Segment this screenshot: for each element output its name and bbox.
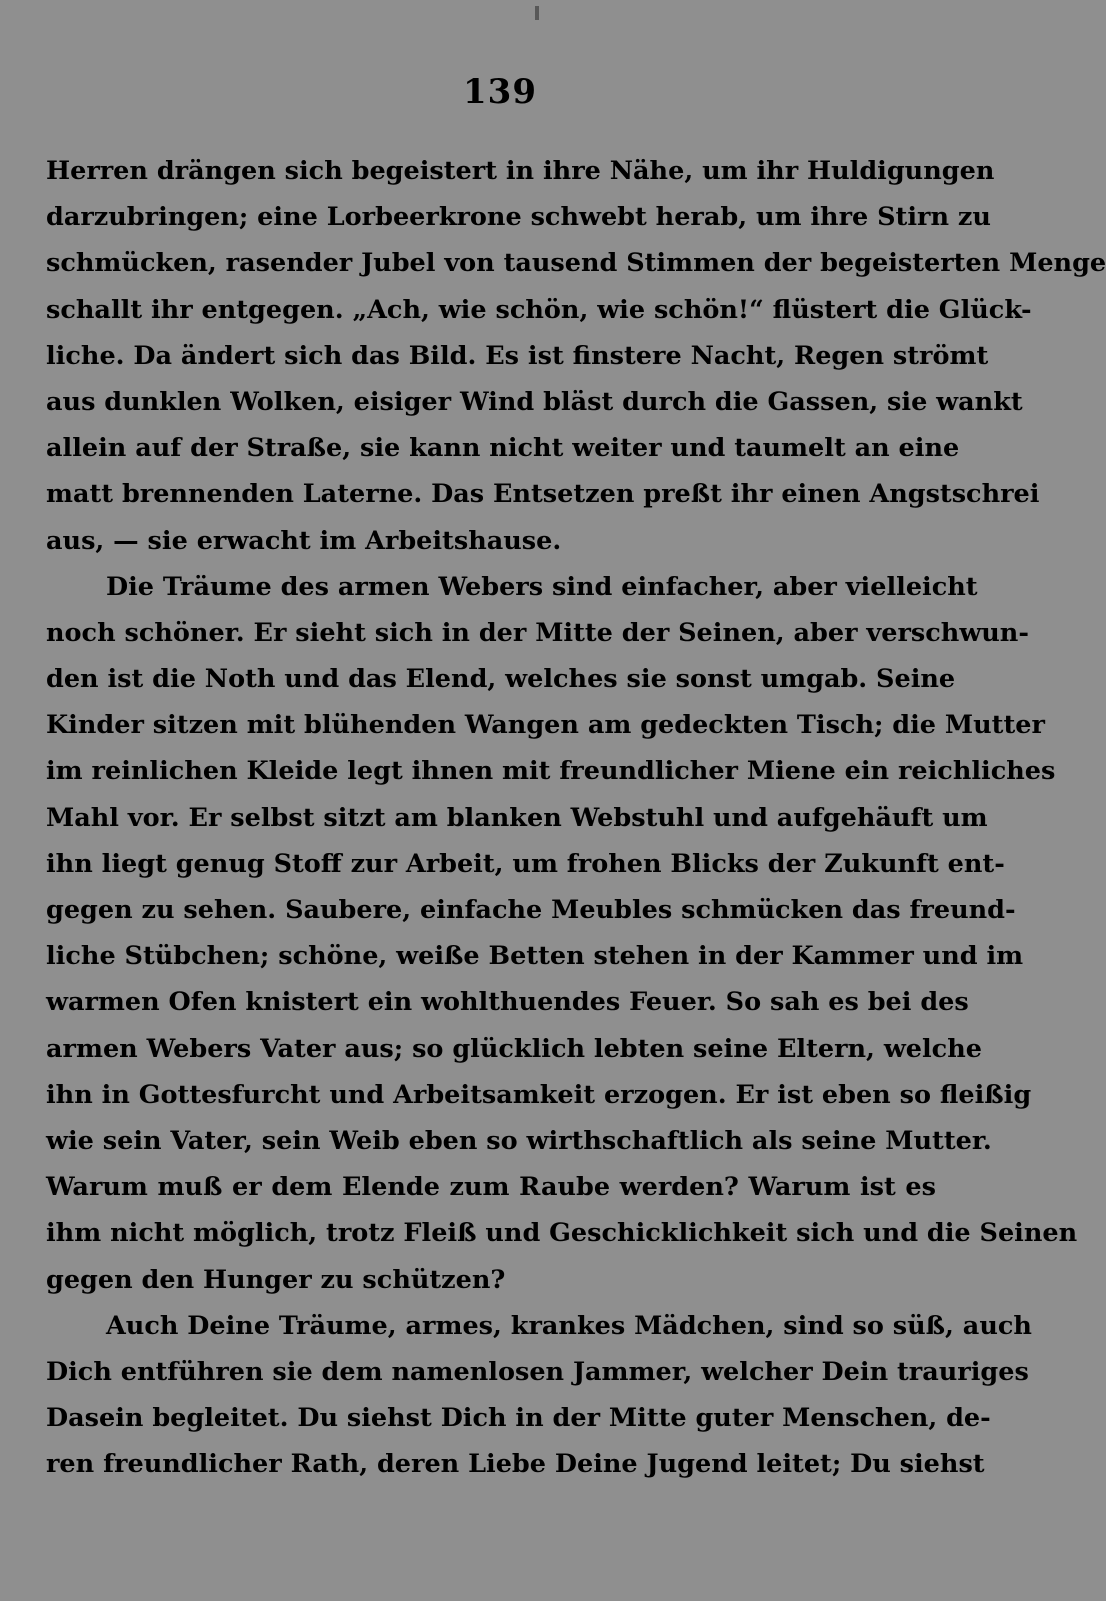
scan-speck — [535, 6, 539, 20]
text-line: Warum muß er dem Elende zum Raube werden? Warum ist es — [46, 1172, 936, 1203]
text-line: den ist die Noth und das Elend, welches sie sonst umgab. Seine — [46, 664, 956, 695]
text-line: ren freundlicher Rath, deren Liebe Deine Jugend leitet; Du siehst — [46, 1449, 985, 1480]
text-line: Kinder sitzen mit blühenden Wangen am gedeckten Tisch; die Mutter — [46, 710, 1045, 741]
text-line: ihn in Gottesfurcht und Arbeitsamkeit erzogen. Er ist eben so fleißig — [46, 1079, 1032, 1110]
text-line: matt brennenden Laterne. Das Entsetzen preßt ihr einen Angstschrei — [46, 479, 1040, 510]
text-line: armen Webers Vater aus; so glücklich lebten seine Eltern, welche — [46, 1033, 982, 1064]
text-line: Mahl vor. Er selbst sitzt am blanken Webstuhl und aufgehäuft um — [46, 802, 988, 833]
text-line: gegen zu sehen. Saubere, einfache Meubles schmücken das freund- — [46, 895, 1016, 925]
text-line: Dasein begleitet. Du siehst Dich in der Mitte guter Menschen, de- — [46, 1403, 991, 1434]
body-text — [46, 148, 1106, 1487]
text-line: aus, — sie erwacht im Arbeitshause. — [46, 525, 562, 556]
text-line: wie sein Vater, sein Weib eben so wirthschaftlich als seine Mutter. — [46, 1125, 992, 1156]
text-line: gegen den Hunger zu schützen? — [46, 1264, 506, 1295]
text-line: Herren drängen sich begeistert in ihre Nähe, um ihr Huldigungen — [46, 156, 995, 186]
page-number: 139 — [463, 72, 537, 112]
text-line: ihm nicht möglich, trotz Fleiß und Geschicklichkeit sich und die Seinen — [46, 1218, 1078, 1249]
text-line: schallt ihr entgegen. „Ach, wie schön, wie schön!“ flüstert die Glück- — [46, 294, 1032, 325]
paragraph-3 — [46, 1303, 1032, 1488]
text-line: Auch Deine Träume, armes, krankes Mädchen, sind so süß, auch — [106, 1310, 1032, 1341]
text-line: noch schöner. Er sieht sich in der Mitte der Seinen, aber verschwun- — [46, 617, 1029, 648]
text-line: im reinlichen Kleide legt ihnen mit freundlicher Miene ein reichliches — [46, 756, 1056, 787]
text-line: aus dunklen Wolken, eisiger Wind bläst durch die Gassen, sie wankt — [46, 386, 1023, 417]
text-line: Dich entführen sie dem namenlosen Jammer, welcher Dein trauriges — [46, 1356, 1029, 1387]
paragraph-2 — [46, 564, 1078, 1303]
text-line: ihn liegt genug Stoff zur Arbeit, um frohen Blicks der Zukunft ent- — [46, 848, 1005, 879]
text-line: darzubringen; eine Lorbeerkrone schwebt herab, um ihre Stirn zu — [46, 202, 991, 233]
text-line: allein auf der Straße, sie kann nicht weiter und taumelt an eine — [46, 433, 960, 464]
text-line: Die Träume des armen Webers sind einfacher, aber vielleicht — [106, 571, 978, 602]
text-line: schmücken, rasender Jubel von tausend Stimmen der begeisterten Menge — [46, 248, 1106, 279]
paragraph-1 — [46, 148, 1106, 564]
text-line: liche. Da ändert sich das Bild. Es ist finstere Nacht, Regen strömt — [46, 340, 989, 371]
text-line: warmen Ofen knistert ein wohlthuendes Feuer. So sah es bei des — [46, 987, 969, 1018]
text-line: liche Stübchen; schöne, weiße Betten stehen in der Kammer und im — [46, 941, 1024, 972]
